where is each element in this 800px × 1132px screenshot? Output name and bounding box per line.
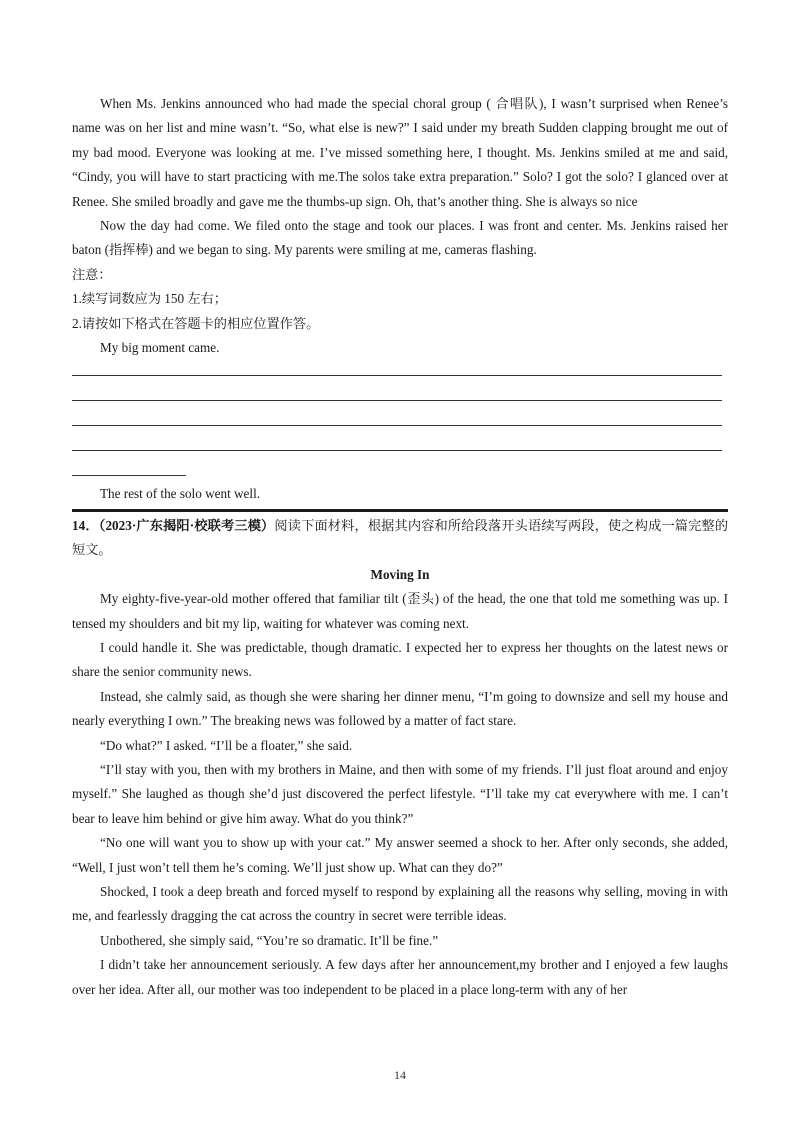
- answer-prompt-start: My big moment came.: [100, 340, 220, 356]
- question-number: 14．: [72, 517, 99, 533]
- note-item: 1.续写词数应为 150 左右；: [72, 291, 227, 307]
- answer-line-short: [72, 475, 186, 476]
- passage-paragraph: I didn’t take her announcement seriously. A few days after her announcement,my brother and I enjoyed a few laughs over her idea. After all, our mother was too independent to be placed in a place long-term with any of her: [72, 957, 728, 997]
- notes-heading: 注意：: [72, 266, 112, 282]
- question-source: （2023·广东揭阳·校联考三模）: [98, 517, 275, 533]
- passage-title: Moving In: [370, 566, 430, 582]
- story-paragraph: Now the day had come. We filed onto the stage and took our places. I was front and center. Ms. Jenkins raised her baton (指挥棒) and we began to sing. My parents were smiling at me, cameras flashing.: [72, 218, 728, 258]
- answer-prompt-end: The rest of the solo went well.: [100, 486, 261, 502]
- answer-lines: [72, 375, 728, 476]
- passage-paragraph: Unbothered, she simply said, “You’re so dramatic. It’ll be fine.”: [100, 932, 439, 948]
- passage-paragraph: “I’ll stay with you, then with my brothers in Maine, and then with some of my friends. I’ll just float around and enjoy myself.” She laughed as though she’d just discovered the perfect lifestyle. “I’ll take my cat everywhere with me. I can’t bear to leave him behind or give him away. What do you think?”: [72, 761, 728, 826]
- note-item: 2.请按如下格式在答题卡的相应位置作答。: [72, 315, 320, 331]
- passage-paragraph: Shocked, I took a deep breath and forced myself to respond by explaining all the reasons why selling, moving in with me, and fearlessly dragging the cat across the country in secret were terrible ideas.: [72, 883, 728, 924]
- answer-line: [72, 425, 722, 426]
- question-instruction: 阅读下面材料，根据其内容和所给段落开头语续写两段，使之构成一篇完整的短文。: [72, 517, 729, 558]
- answer-line: [72, 375, 722, 376]
- passage-paragraph: My eighty-five-year-old mother offered that familiar tilt (歪头) of the head, the one that told me something was up. I tensed my shoulders and bit my lip, waiting for whatever was coming next.: [72, 591, 728, 631]
- passage-paragraph: “No one will want you to show up with your cat.” My answer seemed a shock to her. After only seconds, she added, “Well, I just won’t tell them he’s coming. We’ll just show up. What can they do?”: [72, 835, 728, 875]
- page-number: 14: [394, 1068, 406, 1082]
- answer-line: [72, 450, 722, 451]
- answer-line: [72, 400, 722, 401]
- passage-paragraph: Instead, she calmly said, as though she were sharing her dinner menu, “I’m going to downsize and sell my house and nearly everything I own.” The breaking news was followed by a matter of fact stare.: [72, 688, 728, 729]
- passage-paragraph: “Do what?” I asked. “I’ll be a floater,” she said.: [100, 737, 353, 753]
- section-divider: [72, 509, 728, 512]
- story-paragraph: When Ms. Jenkins announced who had made the special choral group ( 合唱队), I wasn’t surprised when Renee’s name was on her list and mine wasn’t. “So, what else is new?” I said under my breath Sudden clapping brought me out of my bad mood. Everyone was looking at me. I’ve missed something here, I thought. Ms. Jenkins smiled at me and said, “Cindy, you will have to start practicing with me.The solos take extra preparation.” Solo? I got the solo? I glanced over at Renee. She smiled broadly and gave me the thumbs-up sign. Oh, that’s another thing. She is always so nice: [72, 96, 728, 209]
- document-page: [72, 92, 728, 1002]
- passage-paragraph: I could handle it. She was predictable, though dramatic. I expected her to express her thoughts on the latest news or share the senior community news.: [72, 639, 728, 680]
- question-header: [72, 514, 728, 563]
